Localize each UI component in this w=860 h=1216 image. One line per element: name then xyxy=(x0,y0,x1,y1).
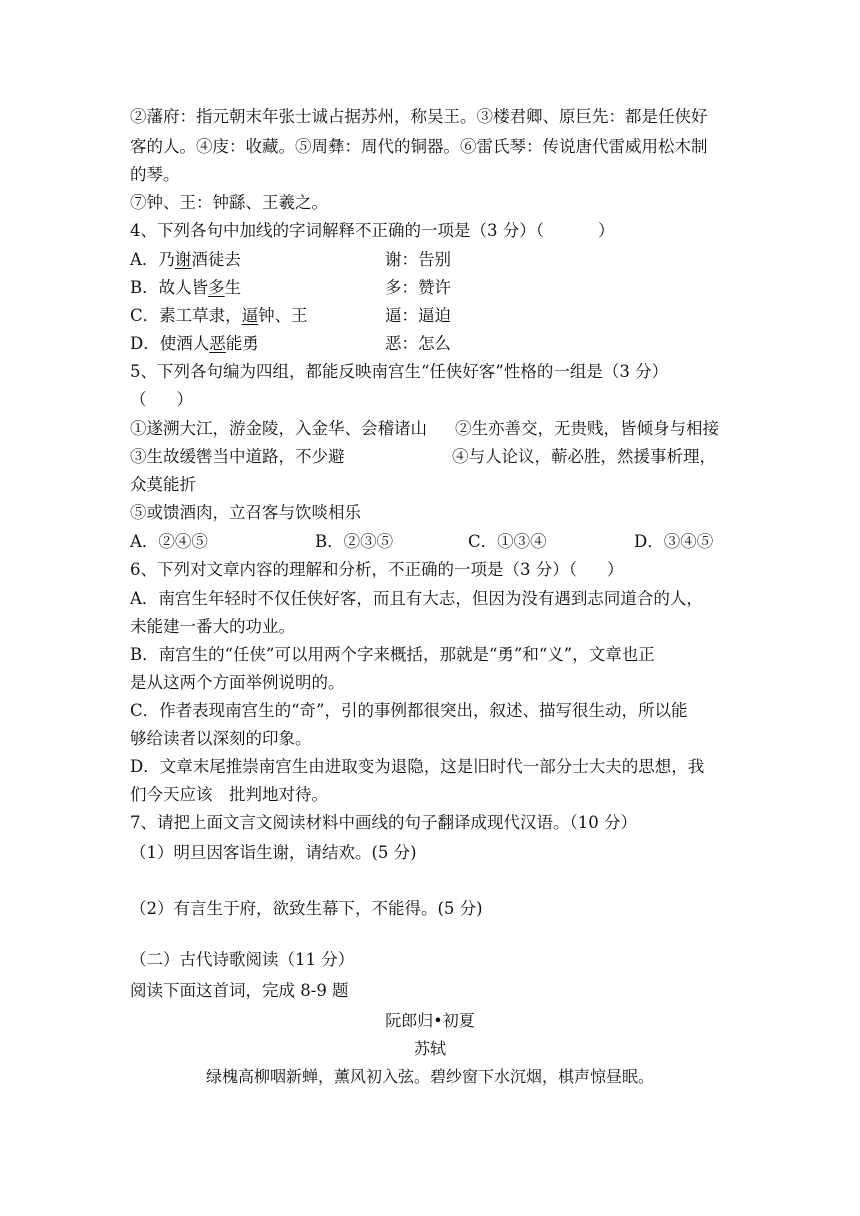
q5-choice-c: C．①③④ xyxy=(468,532,547,551)
q5-paren xyxy=(130,390,730,410)
section-heading: （二）古代诗歌阅读（11 分） xyxy=(130,950,355,969)
q4-option-d-post: 能勇 xyxy=(225,334,259,353)
q4-option-a-pre: A．乃 xyxy=(130,250,175,269)
q6-option-b-line-1: B．南宫生的“任侠”可以用两个字来概括，那就是“勇”和“义”，文章也正 xyxy=(130,645,655,664)
q4-option-c-underlined: 逼 xyxy=(241,306,259,325)
q6-option-c-line-2: 够给读者以深刻的印象。 xyxy=(130,729,312,748)
q6-stem-close: ） xyxy=(607,560,624,579)
q5-sentence-4a: ④与人论议，蕲必胜，然援事析理， xyxy=(452,447,716,466)
q4-option-d xyxy=(130,334,259,354)
q4-option-a-meaning: 谢：告别 xyxy=(385,250,451,269)
q4-option-b-meaning: 多：赞许 xyxy=(385,278,451,297)
q4-option-c-post: 钟、王 xyxy=(258,306,308,325)
section-instruction: 阅读下面这首词，完成 8-9 题 xyxy=(130,981,349,1000)
q5-sentence-5: ⑤或馈酒肉，立召客与饮啖相乐 xyxy=(130,503,361,522)
q5-stem: 5、下列各句编为四组，都能反映南宫生“任侠好客”性格的一组是（3 分） xyxy=(130,362,669,381)
q4-option-a-underlined: 谢 xyxy=(174,250,192,269)
poem-title: 阮郎归•初夏 xyxy=(385,1011,475,1030)
q4-option-c-pre: C．素工草隶， xyxy=(130,306,242,325)
q5-choice-b: B．②③⑤ xyxy=(315,532,394,551)
note-line-3: 的琴。 xyxy=(130,165,180,184)
poem-author: 苏轼 xyxy=(413,1039,446,1058)
q4-stem-text: 4、下列各句中加线的字词解释不正确的一项是（3 分）（ xyxy=(130,221,544,240)
note-line-2: 客的人。④庋：收藏。⑤周彝：周代的铜器。⑥雷氏琴：传说唐代雷威用松木制 xyxy=(130,137,708,156)
q4-option-c xyxy=(130,306,308,326)
q5-choice-d: D．③④⑤ xyxy=(634,532,714,551)
q6-stem xyxy=(130,560,730,580)
q7-part-1: （1）明旦因客诣生谢，请结欢。(5 分) xyxy=(130,843,417,862)
q4-option-a xyxy=(130,250,241,270)
q5-sentence-4b: 众莫能折 xyxy=(130,475,196,494)
note-line-4: ⑦钟、王：钟繇、王羲之。 xyxy=(130,193,328,212)
poem-line-1: 绿槐高柳咽新蝉，薰风初入弦。碧纱窗下水沉烟，棋声惊昼眠。 xyxy=(205,1067,654,1086)
q4-stem xyxy=(130,221,730,241)
q6-option-d-line-1: D．文章末尾推崇南宫生由进取变为退隐，这是旧时代一部分士大夫的思想，我 xyxy=(130,757,705,776)
q5-choice-a: A．②④⑤ xyxy=(130,532,208,551)
q7-stem: 7、请把上面文言文阅读材料中画线的句子翻译成现代汉语。（10 分） xyxy=(130,813,637,832)
q5-paren-close: ） xyxy=(176,390,193,409)
q4-option-b-pre: B．故人皆 xyxy=(130,278,209,297)
q4-option-d-meaning: 恶：怎么 xyxy=(385,334,451,353)
q4-option-b-underlined: 多 xyxy=(208,278,225,297)
q4-option-b-post: 生 xyxy=(224,278,242,297)
q4-option-d-pre: D．使酒人 xyxy=(130,334,210,353)
q6-stem-text: 6、下列对文章内容的理解和分析，不正确的一项是（3 分）（ xyxy=(130,560,577,579)
q6-option-d-line-2: 们今天应该 批判地对待。 xyxy=(130,785,328,804)
q6-option-a-line-1: A．南宫生年轻时不仅任侠好客，而且有大志，但因为没有遇到志同道合的人， xyxy=(130,589,703,608)
q5-sentence-1: ①遂溯大江，游金陵，入金华、会稽诸山 xyxy=(130,419,427,438)
note-line-1: ②藩府：指元朝末年张士诚占据苏州，称吴王。③楼君卿、原巨先：都是任侠好 xyxy=(130,107,708,126)
q5-sentence-3: ③生故缓辔当中道路，不少避 xyxy=(130,447,345,466)
q5-sentence-2: ②生亦善交，无贵贱，皆倾身与相接 xyxy=(455,419,719,438)
q6-option-c-line-1: C．作者表现南宫生的“奇”，引的事例都很突出，叙述、描写很生动，所以能 xyxy=(130,701,688,720)
q4-option-c-meaning: 逼：逼迫 xyxy=(385,306,451,325)
q4-stem-close: ） xyxy=(598,221,615,240)
q4-option-b xyxy=(130,278,241,298)
q5-paren-open: （ xyxy=(130,390,147,409)
q7-part-2: （2）有言生于府，欲致生幕下，不能得。(5 分) xyxy=(130,899,483,918)
q6-option-b-line-2: 是从这两个方面举例说明的。 xyxy=(130,673,345,692)
q4-option-d-underlined: 恶 xyxy=(209,334,226,353)
q4-option-a-post: 酒徒去 xyxy=(191,250,241,269)
q6-option-a-line-2: 未能建一番大的功业。 xyxy=(130,617,295,636)
